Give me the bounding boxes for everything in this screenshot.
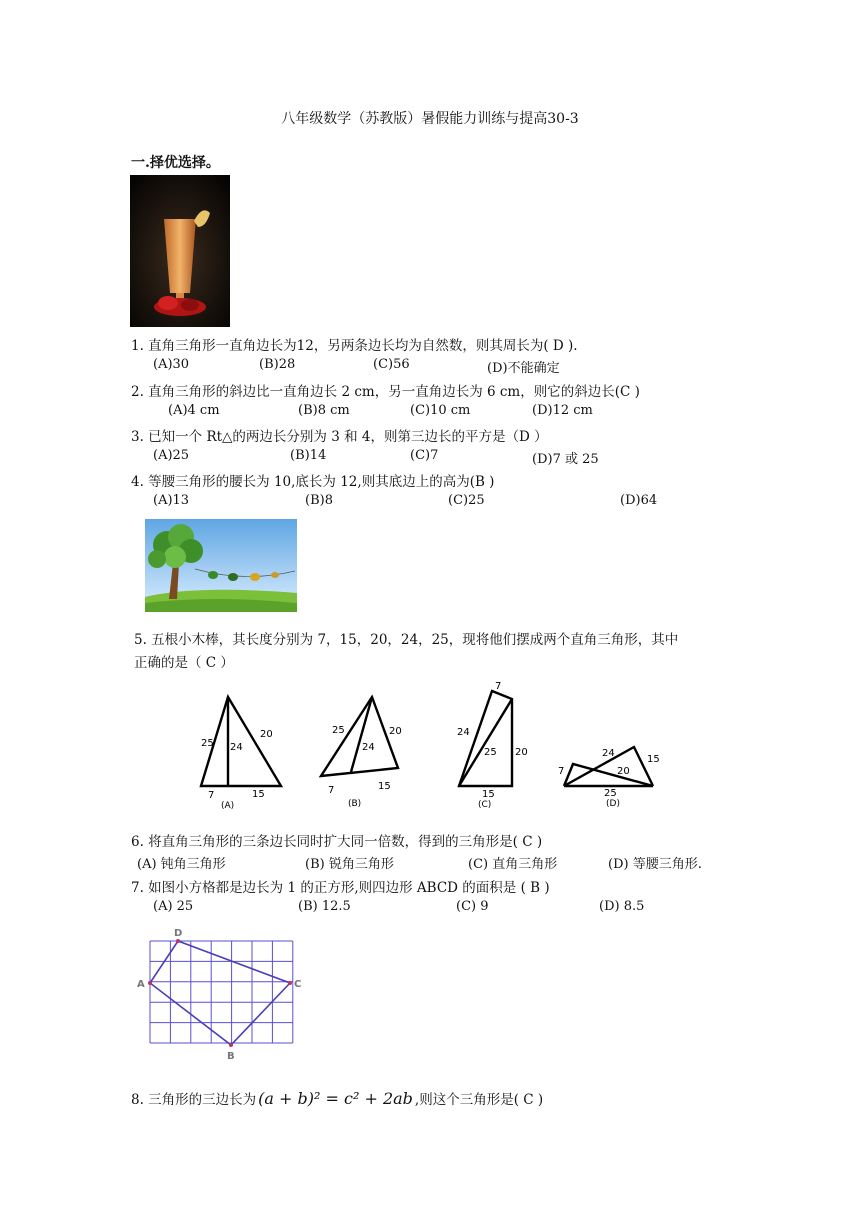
question-2-option-c: (C)10 cm: [410, 403, 471, 418]
question-3-option-b: (B)14: [290, 448, 327, 463]
figure-a-num-0: 25: [201, 738, 214, 749]
vertex-c: [288, 981, 292, 985]
figure-a-num-1: 24: [230, 742, 243, 753]
figure-b-num-3: 7: [328, 785, 335, 796]
question-3-option-c: (C)7: [410, 448, 439, 463]
figure-d-num-0: 7: [558, 766, 565, 777]
question-6-stem: 6. 将直角三角形的三条边长同时扩大同一倍数，得到的三角形是( C ): [131, 834, 543, 850]
question-2-option-a: (A)4 cm: [168, 403, 220, 418]
vertex-a: [148, 981, 152, 985]
figure-b-num-2: 20: [389, 726, 402, 737]
figure-a-num-2: 20: [260, 729, 273, 740]
figure-a-num-4: 15: [252, 789, 265, 800]
vertex-d: [176, 939, 180, 943]
grid-lines: [150, 941, 293, 1043]
figure-a-num-3: 7: [208, 790, 215, 801]
question-1-option-b: (B)28: [259, 357, 296, 372]
question-1-option-c: (C)56: [373, 357, 410, 372]
question-7-option-b: (B) 12.5: [298, 899, 351, 914]
question-6-option-b: (B) 锐角三角形: [305, 857, 394, 872]
question-3-option-a: (A)25: [153, 448, 190, 463]
label-b: B: [227, 1051, 235, 1062]
question-8-stem: [131, 1088, 543, 1108]
question-7-option-d: (D) 8.5: [599, 899, 645, 914]
figure-c-num-1: 24: [457, 727, 470, 738]
question-7-stem: 7. 如图小方格都是边长为 1 的正方形,则四边形 ABCD 的面积是 ( B ): [131, 880, 550, 896]
figure-b-num-1: 24: [362, 742, 375, 753]
figure-c-num-2: 25: [484, 747, 497, 758]
figure-c-label: (C): [478, 800, 492, 810]
figure-c-num-4: 15: [482, 789, 495, 800]
question-8-formula: (a + b)² = c² + 2ab: [258, 1089, 413, 1108]
question-6-option-c: (C) 直角三角形: [468, 857, 558, 872]
document-title: 八年级数学（苏教版）暑假能力训练与提高30-3: [281, 111, 579, 127]
quadrilateral-abcd: [150, 941, 290, 1045]
label-d: D: [174, 928, 183, 939]
question-4-option-d: (D)64: [620, 493, 658, 508]
figure-b-num-0: 25: [332, 725, 345, 736]
question-3-stem: 3. 已知一个 Rt△的两边长分别为 3 和 4，则第三边长的平方是（D ）: [131, 429, 548, 445]
question-8-suffix: ,则这个三角形是( C ): [414, 1092, 544, 1108]
figure-b-label: (B): [348, 799, 362, 809]
figure-d-num-1: 24: [602, 748, 615, 759]
figure-c-num-3: 20: [515, 747, 528, 758]
question-4-option-c: (C)25: [448, 493, 485, 508]
question-2-option-d: (D)12 cm: [532, 403, 593, 418]
figure-d-label: (D): [606, 799, 620, 809]
figure-d-num-2: 20: [617, 766, 630, 777]
question-4-option-a: (A)13: [153, 493, 190, 508]
question-1-option-d: (D)不能确定: [487, 361, 560, 376]
figure-d-num-4: 25: [604, 788, 617, 799]
figure-b-num-4: 15: [378, 781, 391, 792]
question-5-stem-line2: 正确的是（ C ）: [134, 655, 234, 671]
figure-d-num-3: 15: [647, 754, 660, 765]
label-a: A: [137, 979, 145, 990]
question-2-stem: 2. 直角三角形的斜边比一直角边长 2 cm，另一直角边长为 6 cm，则它的斜边长(C ): [131, 384, 640, 400]
question-7-option-a: (A) 25: [153, 899, 194, 914]
question-1-option-a: (A)30: [153, 357, 190, 372]
question-7-option-c: (C) 9: [456, 899, 489, 914]
question-5-stem-line1: 5. 五根小木棒，其长度分别为 7，15，20，24，25，现将他们摆成两个直角三角形，其中: [134, 632, 679, 648]
figure-a-label: (A): [221, 801, 235, 811]
question-6-option-d: (D) 等腰三角形.: [608, 857, 702, 872]
figure-c-num-0: 7: [495, 681, 502, 692]
question-2-option-b: (B)8 cm: [298, 403, 350, 418]
vertex-b: [229, 1043, 233, 1047]
question-8-prefix: 8. 三角形的三边长为: [131, 1092, 257, 1108]
question-4-option-b: (B)8: [305, 493, 333, 508]
section-heading: 一.择优选择。: [131, 155, 220, 171]
question-3-option-d: (D)7 或 25: [532, 452, 599, 467]
question-4-stem: 4. 等腰三角形的腰长为 10,底长为 12,则其底边上的高为(B ): [131, 474, 495, 490]
question-6-option-a: (A) 钝角三角形: [137, 857, 226, 872]
label-c: C: [294, 979, 302, 990]
question-1-stem: 1. 直角三角形一直角边长为12，另两条边长均为自然数，则其周长为( D ).: [131, 338, 578, 354]
